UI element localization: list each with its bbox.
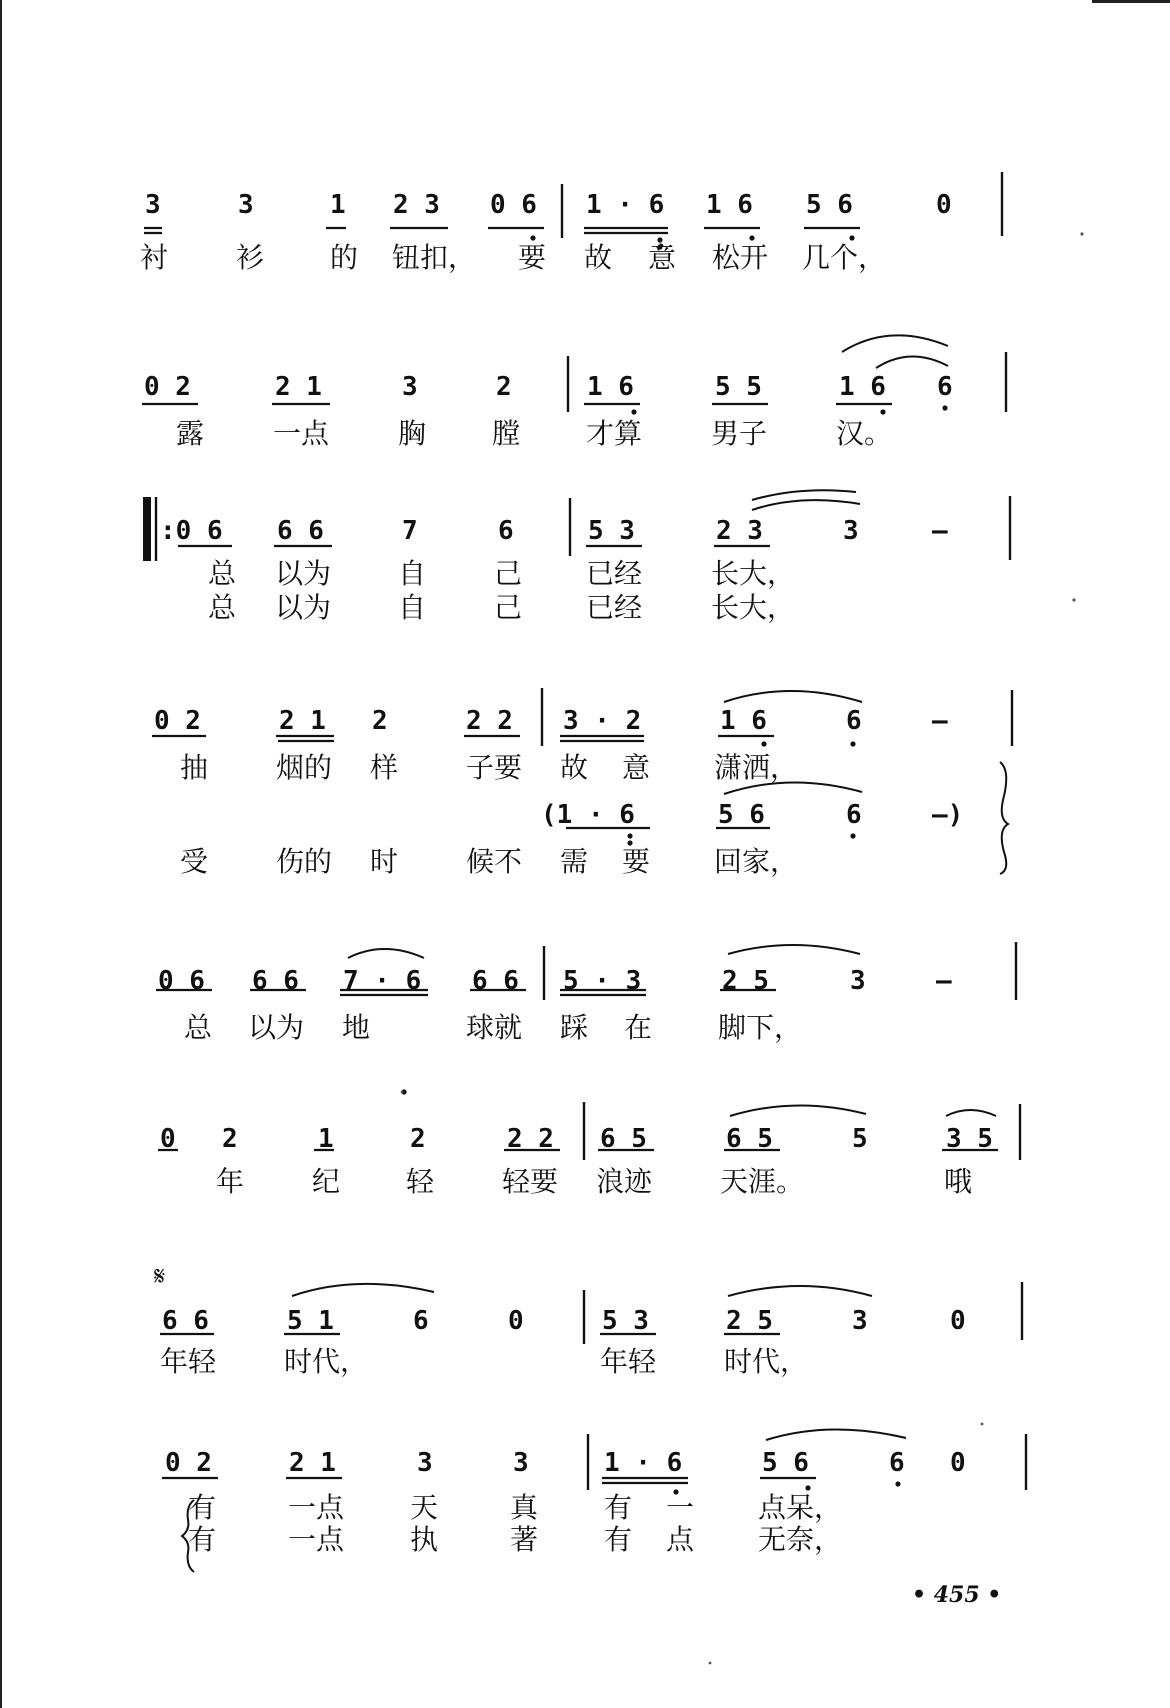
lyric-verse-2: 需 [560,845,589,878]
lyric-verse-2: 候不 [466,845,523,878]
lyric: 年 [216,1165,245,1198]
lyric: 轻 [406,1165,435,1198]
lyric-verse-2: 受 [180,845,209,878]
lyric: 在 [624,1011,653,1044]
note-group: 2 [372,706,388,736]
note-group: 3 [843,516,859,546]
interlude-note: (1 · 6 [541,800,635,830]
lyric: 已经 [586,557,643,590]
lyric: 男子 [711,417,768,450]
lyric-verse-2: 有 [188,1523,217,1556]
note-group: 6 [846,706,862,736]
note-group: 0 [950,1306,966,1336]
note-group: 6 6 [162,1306,209,1336]
lyric-verse-2: 时 [370,845,399,878]
lyric: 总 [208,557,237,590]
note-group: 3 [417,1448,433,1478]
lyric: 的 [330,241,359,274]
note-group: 5 3 [588,516,635,546]
lyric: 故 [560,751,589,784]
lyric-verse-2: 以为 [275,591,332,624]
note-group: 0 2 [144,372,191,402]
note-group: 6 [889,1448,905,1478]
note-group: 0 2 [165,1448,212,1478]
lyric-verse-2: 一点 [288,1523,345,1556]
interlude-note: —) [932,800,964,830]
note-group: 1 6 [587,372,634,402]
note-group: 6 6 [252,966,299,996]
lyric: 膛 [492,417,521,450]
note-group: 1 [318,1124,334,1154]
lyric: 年轻 [600,1345,657,1378]
lyric-verse-2: 己 [494,591,523,624]
note-group: 3 [145,190,161,220]
note-group: 1 · 6 [586,190,665,220]
lyric-verse-2: 著 [510,1523,539,1556]
lyric: 烟的 [276,751,333,784]
note-group: 6 6 [277,516,324,546]
lyric: 长大， [711,557,796,590]
lyric: 地 [342,1011,371,1044]
lyric: 点呆， [758,1491,843,1524]
lyric-verse-2: 总 [208,591,237,624]
note-group: 3 5 [946,1124,993,1154]
note-group: 1 6 [839,372,886,402]
note-group: 5 6 [806,190,853,220]
note-group: 5 3 [602,1306,649,1336]
note-group: 2 [222,1124,238,1154]
lyric: 己 [494,557,523,590]
lyric-verse-2: 要 [622,845,651,878]
note-group: 2 5 [726,1306,773,1336]
lyric: 故 [584,241,613,274]
note-group: 6 5 [600,1124,647,1154]
lyric: 自 [398,557,427,590]
slurs [292,335,996,1440]
lyric: 以为 [275,557,332,590]
note-group: 1 6 [706,190,753,220]
lyric: 球就 [466,1011,523,1044]
lyric-verse-2: 无奈， [758,1523,843,1556]
lyric: 胸 [398,417,427,450]
note-group: 1 · 6 [604,1448,683,1478]
lyric: 纪 [312,1165,341,1198]
note-group: 1 [330,190,346,220]
note-group: 5 · 3 [563,966,642,996]
lyric-verse-2: 伤的 [276,845,333,878]
note-group: 0 6 [158,966,205,996]
verse-brace [1000,762,1008,874]
lyric: 汉。 [836,417,893,450]
segno-sign: 𝄋 [154,1262,166,1292]
note-group: — [936,966,952,996]
note-group: :0 6 [160,516,223,546]
lyric: 以为 [248,1011,305,1044]
note-group: 2 1 [289,1448,336,1478]
lyric-verse-2: 点 [666,1523,695,1556]
lyric: 潇洒， [714,751,799,784]
lyric: 总 [184,1011,213,1044]
note-group: 6 [498,516,514,546]
note-group: 3 [852,1306,868,1336]
note-group: 2 2 [466,706,513,736]
lyric-verse-2: 回家， [714,845,799,878]
lyric: 有 [604,1491,633,1524]
lyric: 踩 [560,1011,589,1044]
note-group: 6 [937,372,953,402]
page-number: • 455 • [912,1582,1002,1608]
lyric: 露 [176,417,205,450]
note-group: 2 5 [722,966,769,996]
lyric-verse-2: 长大， [711,591,796,624]
lyric: 意 [622,751,651,784]
note-group: 2 1 [279,706,326,736]
note-group: 6 6 [472,966,519,996]
note-group: 6 [413,1306,429,1336]
note-group: 5 [852,1124,868,1154]
interlude-note: 5 6 [718,800,765,830]
note-group: 6 5 [726,1124,773,1154]
note-group: 0 2 [154,706,201,736]
note-group: 1 6 [720,706,767,736]
lyric: 时代， [284,1345,369,1378]
lyric: 子要 [466,751,523,784]
note-group: 3 · 2 [563,706,642,736]
note-group: 2 [410,1124,426,1154]
lyric: 松开 [712,241,769,274]
note-group: 3 [513,1448,529,1478]
note-group: 7 [402,516,418,546]
lyric: 一 [666,1491,695,1524]
note-group: 0 6 [490,190,537,220]
lyric: 抽 [180,751,209,784]
lyric: 样 [370,751,399,784]
lyric-verse-2: 已经 [586,591,643,624]
lyric: 年轻 [160,1345,217,1378]
note-group: 3 [850,966,866,996]
interlude-note: 6 [846,800,862,830]
note-group: 3 [238,190,254,220]
note-group: 2 3 [393,190,440,220]
lyric: 真 [510,1491,539,1524]
lyric-verse-2: 执 [410,1523,439,1556]
lyric: 钮扣， [392,241,477,274]
note-group: 3 [402,372,418,402]
note-group: — [932,706,948,736]
lyric: 时代， [724,1345,809,1378]
note-group: 2 [496,372,512,402]
note-group: 7 · 6 [343,966,422,996]
lyric: 天 [410,1491,439,1524]
lyric: 几个， [802,241,887,274]
lyric: 衫 [236,241,265,274]
lyric: 要 [518,241,547,274]
note-group: 0 [950,1448,966,1478]
lyric: 衬 [140,241,169,274]
note-group: 5 5 [715,372,762,402]
lyric: 脚下， [718,1011,803,1044]
lyric: 有 [188,1491,217,1524]
lyric: 浪迹 [596,1165,653,1198]
note-group: 2 1 [275,372,322,402]
note-group: 5 6 [762,1448,809,1478]
lyric: 轻要 [502,1165,559,1198]
note-group: 2 2 [507,1124,554,1154]
note-group: 0 [508,1306,524,1336]
lyric: 才算 [586,417,643,450]
note-group: 0 [936,190,952,220]
note-group: 0 [160,1124,176,1154]
lyric-verse-2: 自 [398,591,427,624]
lyric: 一点 [273,417,330,450]
note-group: 5 1 [287,1306,334,1336]
lyric: 哦 [944,1165,973,1198]
lyric: 意 [648,241,677,274]
note-group: 2 3 [716,516,763,546]
lyric: 天涯。 [720,1165,805,1198]
repeat-thick-bar [143,497,151,561]
lyric-verse-2: 有 [604,1523,633,1556]
note-group: — [932,516,948,546]
lyric: 一点 [288,1491,345,1524]
